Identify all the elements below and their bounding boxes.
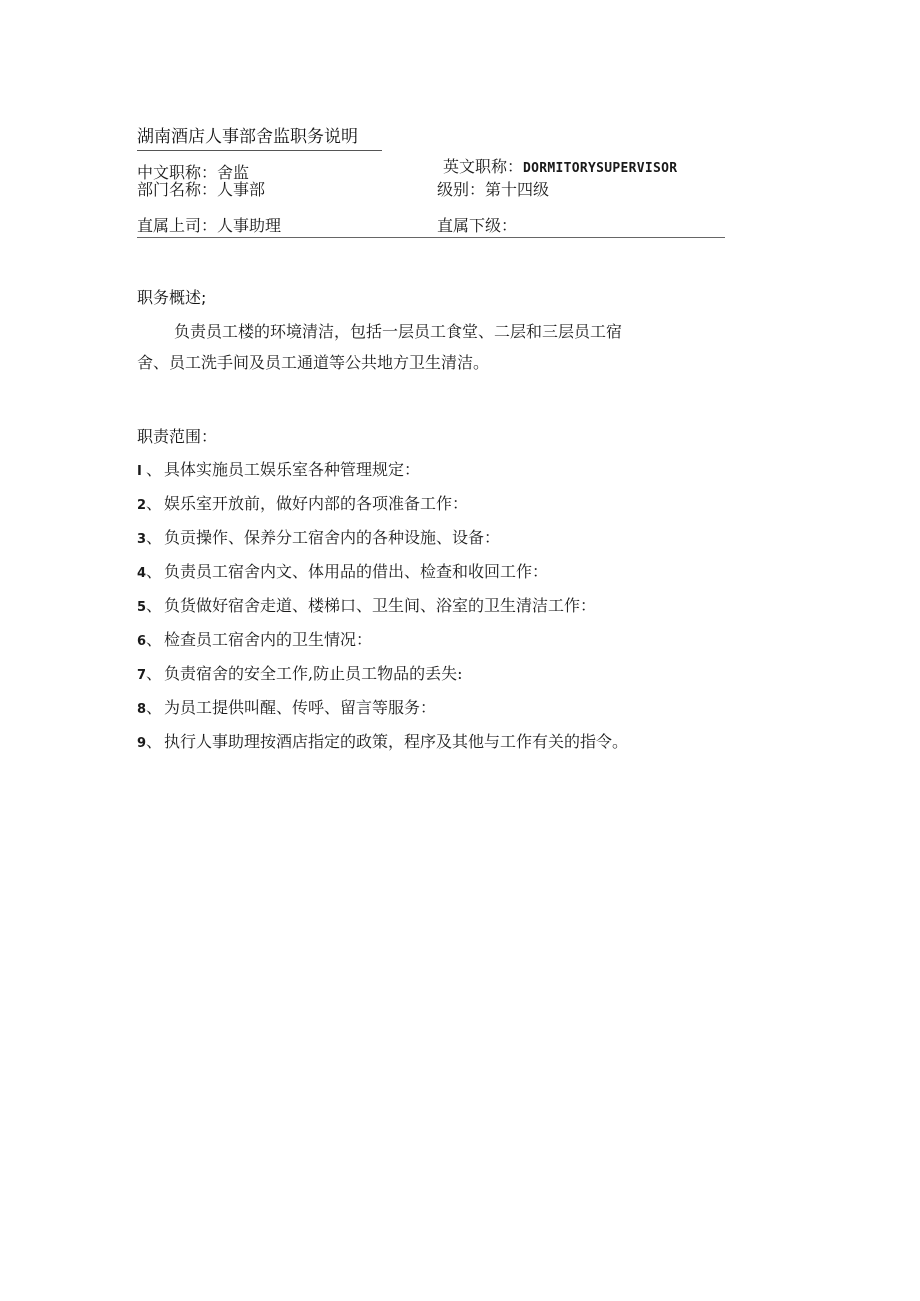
duty-separator: 、	[146, 528, 163, 547]
superior-value: 人事助理	[217, 216, 282, 235]
duty-separator: 、	[146, 494, 163, 513]
duty-text: 娱乐室开放前，做好内部的各项准备工作：	[164, 494, 469, 513]
duty-separator: 、	[146, 664, 163, 683]
duty-separator: 、	[146, 630, 163, 649]
department-label: 部门名称：	[137, 180, 218, 199]
duty-separator: 、	[146, 596, 163, 615]
duty-number: 5	[137, 600, 147, 615]
overview-line: 舍、员工洗手间及员工通道等公共地方卫生清洁。	[137, 353, 490, 372]
list-item	[137, 458, 628, 492]
overview-paragraph	[137, 316, 697, 378]
list-item	[137, 492, 628, 526]
duty-number: 2	[137, 498, 147, 513]
list-item	[137, 696, 628, 730]
cn-title-label: 中文职称：	[137, 163, 218, 182]
duty-text: 负贡操作、保养分工宿舍内的各种设施、设备：	[164, 528, 501, 547]
overview-line: 负责员工楼的环境清洁，包括一层员工食堂、二层和三层员工宿	[174, 322, 623, 341]
duty-number: I	[137, 464, 142, 479]
list-item	[137, 628, 628, 662]
duty-number: 8	[137, 702, 147, 717]
duty-separator: 、	[146, 562, 163, 581]
en-title-label: 英文职称：	[443, 157, 524, 176]
en-title-value: DORMITORYSUPERVISOR	[523, 161, 678, 176]
title-underline	[137, 150, 382, 151]
cn-title-value: 舍监	[217, 163, 250, 182]
subordinate-field	[437, 216, 517, 236]
list-item	[137, 526, 628, 560]
duty-text: 负责员工宿舍内文、体用品的借出、检查和收回工作：	[164, 562, 549, 581]
duty-text: 负责宿舍的安全工作,防止员工物品的丢失:	[164, 664, 463, 683]
duty-separator: 、	[146, 698, 163, 717]
duty-number: 9	[137, 736, 147, 751]
duties-list	[137, 458, 628, 764]
superior-label: 直属上司：	[137, 216, 218, 235]
en-title-field	[443, 157, 677, 179]
duty-separator: 、	[146, 732, 163, 751]
duty-text: 执行人事助理按酒店指定的政策，程序及其他与工作有关的指令。	[164, 732, 629, 751]
header-underline	[137, 237, 725, 238]
duties-heading: 职责范围：	[137, 427, 218, 446]
level-label: 级别：	[437, 180, 486, 199]
superior-field	[137, 216, 281, 236]
level-field	[437, 180, 549, 200]
department-value: 人事部	[217, 180, 266, 199]
duty-separator: 、	[146, 460, 163, 479]
list-item	[137, 730, 628, 764]
list-item	[137, 560, 628, 594]
duty-text: 检查员工宿舍内的卫生情况：	[164, 630, 373, 649]
department-field	[137, 180, 265, 200]
level-value: 第十四级	[485, 180, 550, 199]
document-title: 湖南酒店人事部舍监职务说明	[137, 127, 358, 147]
duty-number: 7	[137, 668, 147, 683]
duty-text: 负货做好宿舍走道、楼梯口、卫生间、浴室的卫生清洁工作：	[164, 596, 597, 615]
duty-number: 6	[137, 634, 147, 649]
duty-number: 3	[137, 532, 147, 547]
duty-number: 4	[137, 566, 147, 581]
duty-text: 具体实施员工娱乐室各种管理规定：	[164, 460, 421, 479]
duty-text: 为员工提供叫醒、传呼、留言等服务：	[164, 698, 437, 717]
list-item	[137, 594, 628, 628]
subordinate-label: 直属下级：	[437, 216, 518, 235]
list-item	[137, 662, 628, 696]
overview-heading: 职务概述;	[137, 288, 207, 307]
